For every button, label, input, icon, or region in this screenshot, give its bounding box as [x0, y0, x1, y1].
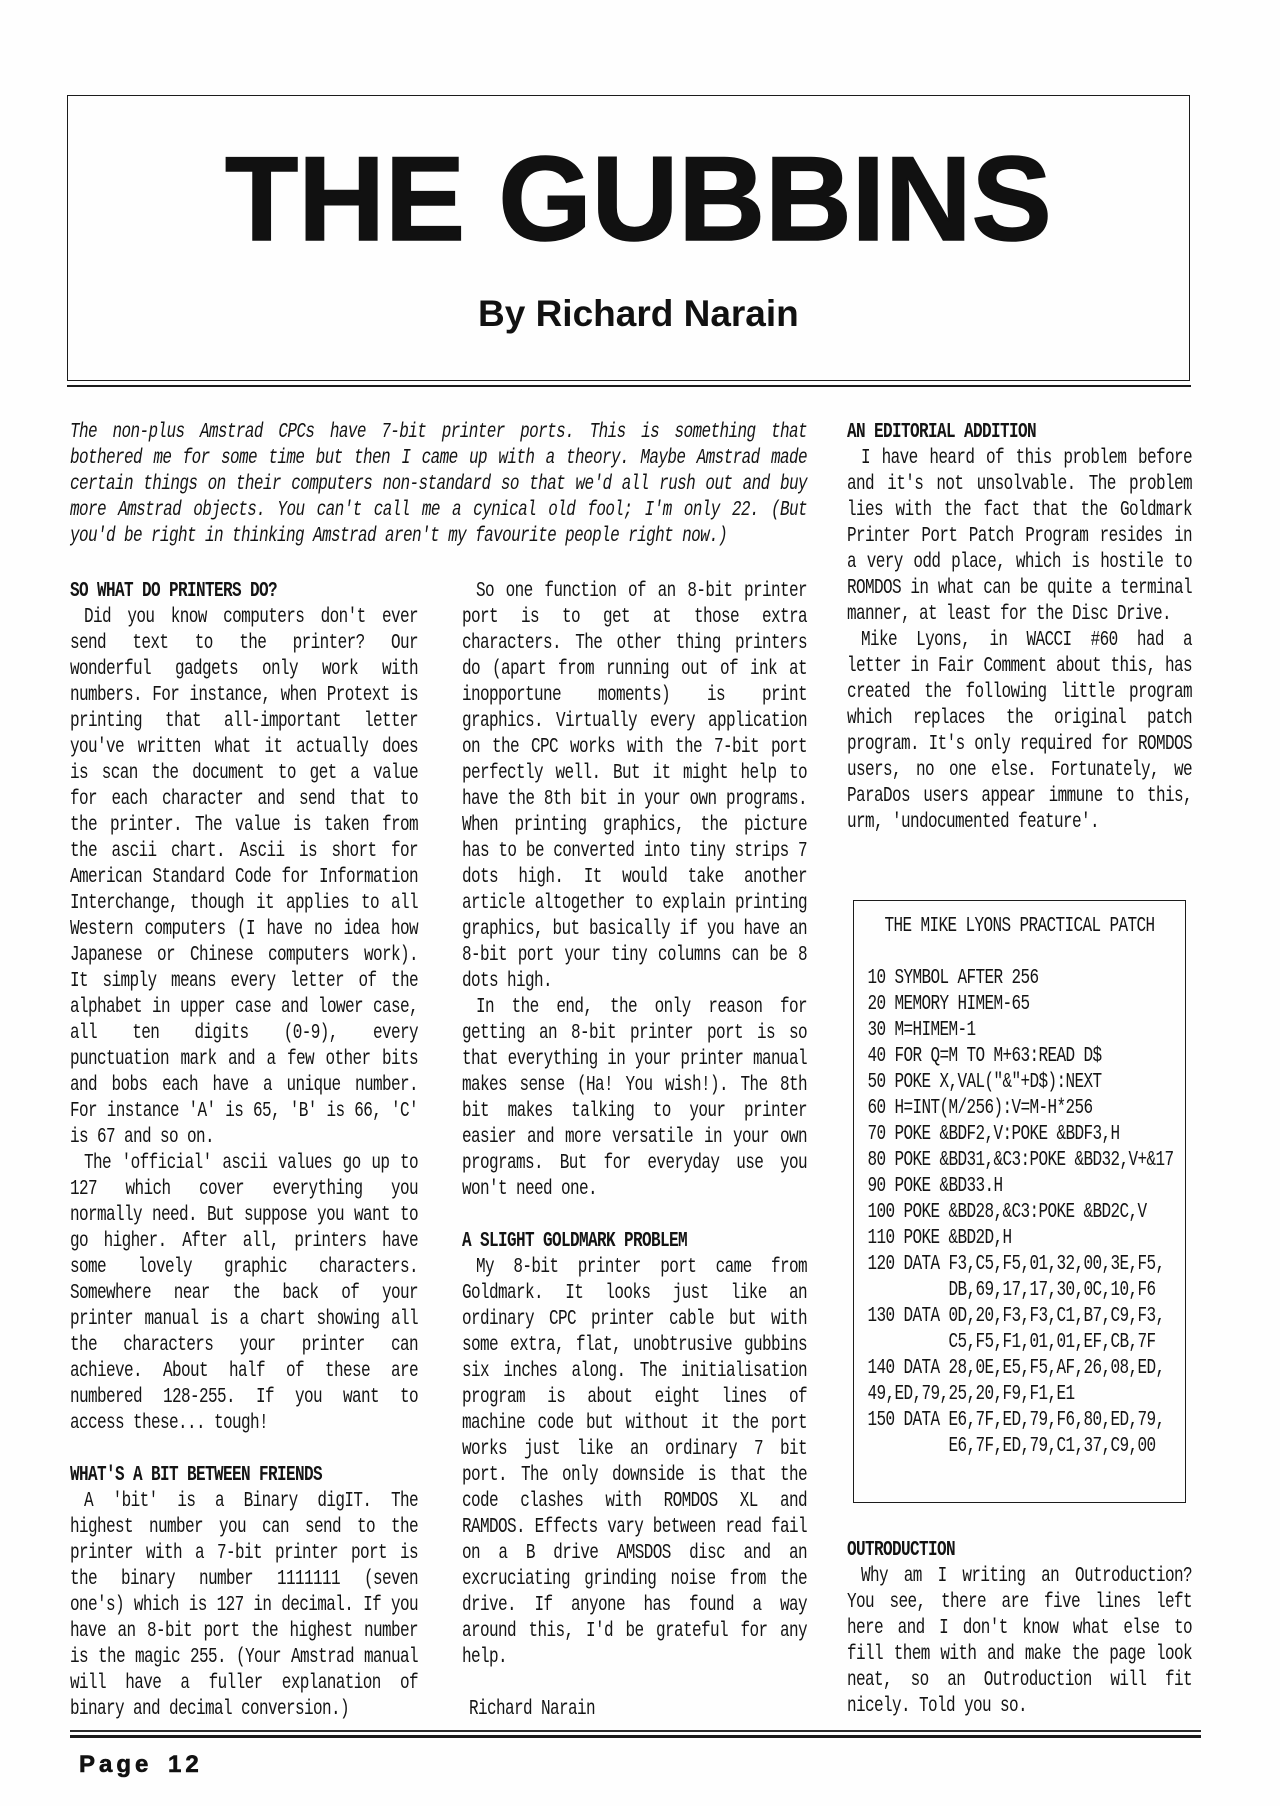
code-line: E6,7F,ED,79,C1,37,C9,00	[948, 1433, 1156, 1458]
paragraph	[847, 627, 1192, 835]
code-line: 49,ED,79,25,20,F9,F1,E1	[867, 1381, 1075, 1406]
code-line: 20 MEMORY HIMEM-65	[867, 991, 1030, 1016]
page-title: THE GUBBINS	[225, 132, 1052, 266]
text-line: wonderful gadgets only work with	[70, 657, 418, 681]
text-line: won't need one.	[462, 1177, 598, 1201]
text-line: graphics. Virtually every application	[462, 709, 807, 733]
column-2	[462, 578, 807, 1728]
paragraph	[462, 1254, 807, 1670]
section-eight-bit-ports	[462, 578, 807, 1202]
text-line: For instance 'A' is 65, 'B' is 66, 'C'	[70, 1099, 418, 1123]
code-line: 60 H=INT(M/256):V=M-H*256	[867, 1095, 1093, 1120]
text-line: The 'official' ascii values go up to	[84, 1151, 418, 1175]
text-line: have an 8-bit port the highest number	[70, 1619, 418, 1643]
paragraph	[70, 1150, 418, 1436]
text-line: Did you know computers don't ever	[84, 605, 418, 629]
code-line: 50 POKE X,VAL("&"+D$):NEXT	[867, 1069, 1102, 1094]
text-line: I have heard of this problem before	[861, 446, 1192, 470]
text-line: is 67 and so on.	[70, 1125, 215, 1149]
text-line: 8-bit port your tiny columns can be 8	[462, 943, 807, 967]
text-line: nicely. Told you so.	[847, 1694, 1028, 1718]
paragraph	[70, 604, 418, 1150]
text-line: ROMDOS in what can be quite a terminal	[847, 576, 1192, 600]
code-line: 110 POKE &BD2D,H	[867, 1225, 1012, 1250]
section-heading: OUTRODUCTION	[847, 1538, 956, 1562]
text-line: Mike Lyons, in WACCI #60 had a	[861, 628, 1192, 652]
code-line: 30 M=HIMEM-1	[867, 1017, 976, 1042]
text-line: is the magic 255. (Your Amstrad manual	[70, 1645, 418, 1669]
text-line: has to be converted into tiny strips 7	[462, 839, 807, 863]
text-line: Printer Port Patch Program resides in	[847, 524, 1192, 548]
text-line: makes sense (Ha! You wish!). The 8th	[462, 1073, 807, 1097]
text-line: When printing graphics, the picture	[462, 813, 807, 837]
text-line: program is about eight lines of	[462, 1385, 807, 1409]
text-line: Japanese or Chinese computers work).	[70, 943, 418, 967]
text-line: getting an 8-bit printer port is so	[462, 1021, 807, 1045]
code-line: 150 DATA E6,7F,ED,79,F6,80,ED,79,	[867, 1407, 1165, 1432]
text-line: programs. But for everyday use you	[462, 1151, 807, 1175]
text-line: created the following little program	[847, 680, 1192, 704]
text-line: program. It's only required for ROMDOS	[847, 732, 1192, 756]
code-line: DB,69,17,17,30,0C,10,F6	[948, 1277, 1156, 1302]
text-line: fill them with and make the page look	[847, 1642, 1192, 1666]
byline: By Richard Narain	[478, 293, 799, 334]
text-line: do (apart from running out of ink at	[462, 657, 807, 681]
code-line: C5,F5,F1,01,01,EF,CB,7F	[948, 1329, 1156, 1354]
text-line: more Amstrad objects. You can't call me a cynical old fool; I'm only 22. (But	[70, 498, 807, 522]
code-line: 40 FOR Q=M TO M+63:READ D$	[867, 1043, 1102, 1068]
paragraph	[462, 578, 807, 994]
text-line: bothered me for some time but then I came up with a theory. Maybe Amstrad made	[70, 446, 807, 470]
text-line: the printer. The value is taken from	[70, 813, 418, 837]
text-line: excruciating grinding noise from the	[462, 1567, 807, 1591]
code-line: 80 POKE &BD31,&C3:POKE &BD32,V+&17	[867, 1147, 1174, 1172]
text-line: inopportune moments) is print	[462, 683, 807, 707]
paragraph	[462, 994, 807, 1202]
text-line: some lovely graphic characters.	[70, 1255, 418, 1279]
text-line: certain things on their computers non-standard so that we'd all rush out and buy	[70, 472, 807, 496]
text-line: which replaces the original patch	[847, 706, 1192, 730]
text-line: Interchange, though it applies to all	[70, 891, 418, 915]
text-line: will have a fuller explanation of	[70, 1671, 418, 1695]
text-line: Goldmark. It looks just like an	[462, 1281, 807, 1305]
section-heading: AN EDITORIAL ADDITION	[847, 420, 1037, 444]
text-line: and bobs each have a unique number.	[70, 1073, 418, 1097]
text-line: a very odd place, which is hostile to	[847, 550, 1192, 574]
code-listing	[868, 965, 1184, 1459]
text-line: around this, I'd be grateful for any	[462, 1619, 807, 1643]
signature-block	[462, 1696, 807, 1722]
code-line: 120 DATA F3,C5,F5,01,32,00,3E,F5,	[867, 1251, 1165, 1276]
text-line: machine code but without it the port	[462, 1411, 807, 1435]
section-heading: SO WHAT DO PRINTERS DO?	[70, 579, 278, 603]
text-line: punctuation mark and a few other bits	[70, 1047, 418, 1071]
paragraph	[847, 1563, 1192, 1719]
text-line: achieve. About half of these are	[70, 1359, 418, 1383]
text-line: graphics, but basically if you have an	[462, 917, 807, 941]
text-line: users, no one else. Fortunately, we	[847, 758, 1192, 782]
text-line: binary and decimal conversion.)	[70, 1697, 350, 1721]
text-line: Somewhere near the back of your	[70, 1281, 418, 1305]
code-line: 10 SYMBOL AFTER 256	[867, 965, 1039, 990]
text-line: one's) which is 127 in decimal. If you	[70, 1593, 418, 1617]
section-an-editorial-addition	[847, 419, 1192, 835]
text-line: you've written what it actually does	[70, 735, 418, 759]
text-line: the characters your printer can	[70, 1333, 418, 1357]
text-line: easier and more versatile in your own	[462, 1125, 807, 1149]
code-listing-title: THE MIKE LYONS PRACTICAL PATCH	[884, 913, 1155, 938]
text-line: all ten digits (0-9), every	[70, 1021, 418, 1045]
text-line: alphabet in upper case and lower case,	[70, 995, 418, 1019]
code-listing-box	[853, 900, 1186, 1503]
code-line: 140 DATA 28,0E,E5,F5,AF,26,08,ED,	[867, 1355, 1165, 1380]
text-line: dots high. It would take another	[462, 865, 807, 889]
text-line: manner, at least for the Disc Drive.	[847, 602, 1172, 626]
text-line: you'd be right in thinking Amstrad aren't my favourite people right now.)	[70, 524, 728, 548]
section-so-what-do-printers-do	[70, 578, 418, 1436]
code-line: 130 DATA 0D,20,F3,F3,C1,B7,C9,F3,	[867, 1303, 1165, 1328]
text-line: letter in Fair Comment about this, has	[847, 654, 1192, 678]
text-line: on a B drive AMSDOS disc and an	[462, 1541, 807, 1565]
text-line: American Standard Code for Information	[70, 865, 418, 889]
text-line: dots high.	[462, 969, 553, 993]
text-line: is scan the document to get a value	[70, 761, 418, 785]
text-line: that everything in your printer manual	[462, 1047, 807, 1071]
text-line: printer with a 7-bit printer port is	[70, 1541, 418, 1565]
section-outroduction	[847, 1537, 1192, 1719]
code-line: 100 POKE &BD28,&C3:POKE &BD2C,V	[867, 1199, 1147, 1224]
text-line: You see, there are five lines left	[847, 1590, 1192, 1614]
text-line: port is to get at those extra	[462, 605, 807, 629]
section-heading: WHAT'S A BIT BETWEEN FRIENDS	[70, 1463, 323, 1487]
column-3	[847, 419, 1192, 1724]
text-line: Why am I writing an Outroduction?	[861, 1564, 1192, 1588]
intro-paragraph	[70, 419, 807, 549]
text-line: printer manual is a chart showing all	[70, 1307, 418, 1331]
text-line: six inches along. The initialisation	[462, 1359, 807, 1383]
text-line: perfectly well. But it might help to	[462, 761, 807, 785]
author-signature: Richard Narain	[469, 1697, 596, 1721]
text-line: So one function of an 8-bit printer	[476, 579, 807, 603]
text-line: neat, so an Outroduction will fit	[847, 1668, 1192, 1692]
footer-rule	[70, 1730, 1201, 1732]
code-line: 90 POKE &BD33.H	[867, 1173, 1003, 1198]
footer-rule-thick	[70, 1735, 1201, 1738]
text-line: works just like an ordinary 7 bit	[462, 1437, 807, 1461]
text-line: have the 8th bit in your own programs.	[462, 787, 807, 811]
text-line: the ascii chart. Ascii is short for	[70, 839, 418, 863]
text-line: lies with the fact that the Goldmark	[847, 498, 1192, 522]
text-line: ParaDos users appear immune to this,	[847, 784, 1192, 808]
text-line: It simply means every letter of the	[70, 969, 418, 993]
text-line: characters. The other thing printers	[462, 631, 807, 655]
text-line: numbers. For instance, when Protext is	[70, 683, 418, 707]
text-line: highest number you can send to the	[70, 1515, 418, 1539]
title-box-bottom-rule	[67, 385, 1191, 387]
text-line: Western computers (I have no idea how	[70, 917, 418, 941]
text-line: urm, 'undocumented feature'.	[847, 810, 1100, 834]
text-line: access these... tough!	[70, 1411, 269, 1435]
text-line: A 'bit' is a Binary digIT. The	[84, 1489, 418, 1513]
section-whats-a-bit-between-friends	[70, 1462, 418, 1722]
text-line: here and I don't know what else to	[847, 1616, 1192, 1640]
code-line: 70 POKE &BDF2,V:POKE &BDF3,H	[867, 1121, 1120, 1146]
text-line: and it's not unsolvable. The problem	[847, 472, 1192, 496]
text-line: code clashes with ROMDOS XL and	[462, 1489, 807, 1513]
text-line: bit makes talking to your printer	[462, 1099, 807, 1123]
text-line: 127 which cover everything you	[70, 1177, 418, 1201]
text-line: In the end, the only reason for	[476, 995, 807, 1019]
text-line: article altogether to explain printing	[462, 891, 807, 915]
text-line: numbered 128-255. If you want to	[70, 1385, 418, 1409]
section-a-slight-goldmark-problem	[462, 1228, 807, 1670]
text-line: on the CPC works with the 7-bit port	[462, 735, 807, 759]
paragraph	[847, 445, 1192, 627]
paragraph	[70, 1488, 418, 1722]
text-line: for each character and send that to	[70, 787, 418, 811]
page-number: Page 12	[79, 1751, 203, 1778]
text-line: drive. If anyone has found a way	[462, 1593, 807, 1617]
text-line: ordinary CPC printer cable but with	[462, 1307, 807, 1331]
text-line: some extra, flat, unobtrusive gubbins	[462, 1333, 807, 1357]
text-line: help.	[462, 1645, 508, 1669]
text-line: RAMDOS. Effects vary between read fail	[462, 1515, 807, 1539]
column-1	[70, 578, 418, 1728]
text-line: My 8-bit printer port came from	[476, 1255, 807, 1279]
text-line: send text to the printer? Our	[70, 631, 418, 655]
text-line: printing that all-important letter	[70, 709, 418, 733]
text-line: go higher. After all, printers have	[70, 1229, 418, 1253]
title-box	[67, 95, 1190, 381]
text-line: The non-plus Amstrad CPCs have 7-bit printer ports. This is something that	[70, 420, 807, 444]
text-line: port. The only downside is that the	[462, 1463, 807, 1487]
text-line: normally need. But suppose you want to	[70, 1203, 418, 1227]
section-heading: A SLIGHT GOLDMARK PROBLEM	[462, 1229, 688, 1253]
text-line: the binary number 1111111 (seven	[70, 1567, 418, 1591]
